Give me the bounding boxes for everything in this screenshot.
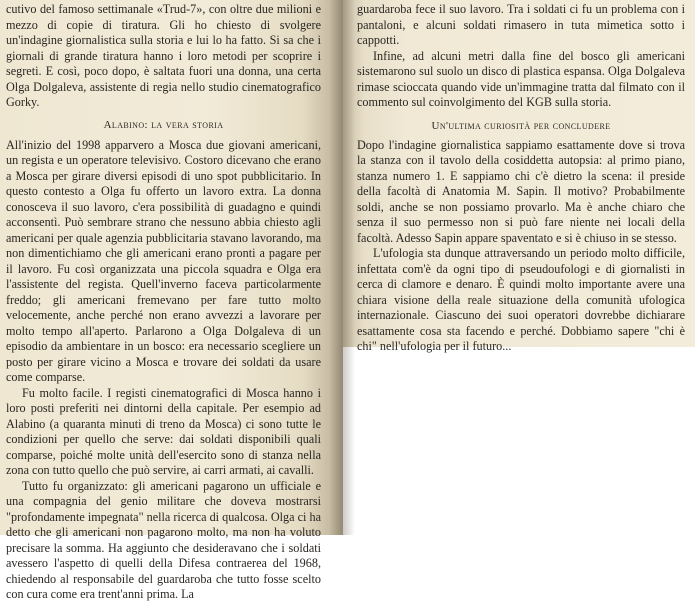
- paragraph: Tutto fu organizzato: gli americani pagarono un ufficiale e una compagnia del genio militare che doveva mostrarsi "profondamente impegnata" nella ricerca di qualcosa. Olga ci ha detto che gli americani non pagarono molto, ma non ha voluto precisare la somma. Ha aggiunto che desideravano che i soldati avessero l'aspetto di quelli della Difesa contraerea del 1968, chiedendo al responsabile del guardaroba che tutto fosse scelto con cura come era trent'anni prima. La: [6, 478, 321, 601]
- paragraph: Fu molto facile. I registi cinematografici di Mosca hanno i loro posti preferiti nei dintorni della capitale. Per esempio ad Alabino (a quaranta minuti di treno da Mosca) ci sono tutte le condizioni per quello che serve: dai soldati disponibili quali comparse, poiché molte unità dell'esercito sono di stanza nella zona con tutto quello che può servire, ai carri armati, ai cavalli.: [6, 385, 321, 477]
- paragraph: Dopo l'indagine giornalistica sappiamo esattamente dove si trova la stanza con il tavolo della cosiddetta autopsia: al primo piano, stanza numero 1. E sappiamo chi c'è dietro la scena: il preside della facoltà di Anatomia M. Sapin. Il motivo? Probabilmente soldi, anche se non possiamo provarlo. Ma è anche chiaro che senza il suo permesso non si può fare niente nei locali della facoltà. Adesso Sapin appare spaventato e si è chiuso in se stesso.: [357, 137, 685, 245]
- section-heading-conclusion: Un'ultima curiosità per concludere: [431, 119, 611, 132]
- paragraph: L'ufologia sta dunque attraversando un periodo molto difficile, infettata com'è da ogni tipo di pseudoufologi e di giornalisti in cerca di clamore e denaro. È quindi molto importante avere una chiara visione della reale situazione della comunità ufologica internazionale. Ciascuno dei suoi operatori dovrebbe dichiarare esattamente cosa sta facendo e perché. Dobbiamo sapere "chi è chi" nell'ufologia per il futuro...: [357, 246, 685, 353]
- section-heading-alabino: Alabino: la vera storia: [103, 118, 224, 131]
- paragraph-top: guardaroba fece il suo lavoro. Tra i soldati ci fu un problema con i pantaloni, e alcuni soldati rimasero in tuta mimetica sotto i cappotti.: [357, 2, 685, 47]
- left-page: [0, 0, 343, 601]
- intro-paragraph: cutivo del famoso settimanale «Trud-7», con oltre due milioni e mezzo di copie di tiratura. Gli ho chiesto di svolgere un'indagine giornalistica sulla storia e lui lo ha fatto. Si sa che i giornali di grande tiratura hanno i loro metodi per scoprire i segreti. E così, poco dopo, è saltata fuori una donna, una certa Olga Dolgaleva, assistente di regia nello studio cinematografico Gorky.: [6, 2, 321, 109]
- paragraph: All'inizio del 1998 apparvero a Mosca due giovani americani, un regista e un operatore televisivo. Costoro dicevano che erano a Mosca per girare diversi episodi di uno spot pubblicitario. In questo contesto a Olga fu offerto un lavoro extra. La donna conosceva il suo lavoro, c'era possibilità di guadagno e quindi acconsentì. Può sembrare strano che nessuno abbia chiesto agli americani per quale agenzia pubblicitaria stavano lavorando, ma non dimentichiamo che gli americani erano pronti a pagare per il lavoro. Fu così organizzata una piccola squadra e Olga era l'assistente del regista. Quell'inverno faceva particolarmente freddo; gli americani fremevano per fare tutto molto velocemente, anche perché non erano avvezzi a lavorare per molto tempo all'aperto. Parlarono a Olga Dolgaleva di un episodio da ambientare in un bosco: era necessario scegliere un posto per girare vicino a Mosca e trovare dei soldati da usare come comparse.: [6, 137, 321, 384]
- right-page: [343, 0, 695, 353]
- paragraph: Infine, ad alcuni metri dalla fine del bosco gli americani sistemarono sul suolo un disco di plastica espansa. Olga Dolgaleva rimase scioccata quando vide un'immagine tratta dal filmato con il commento sul coinvolgimento del KGB sulla storia.: [357, 48, 685, 109]
